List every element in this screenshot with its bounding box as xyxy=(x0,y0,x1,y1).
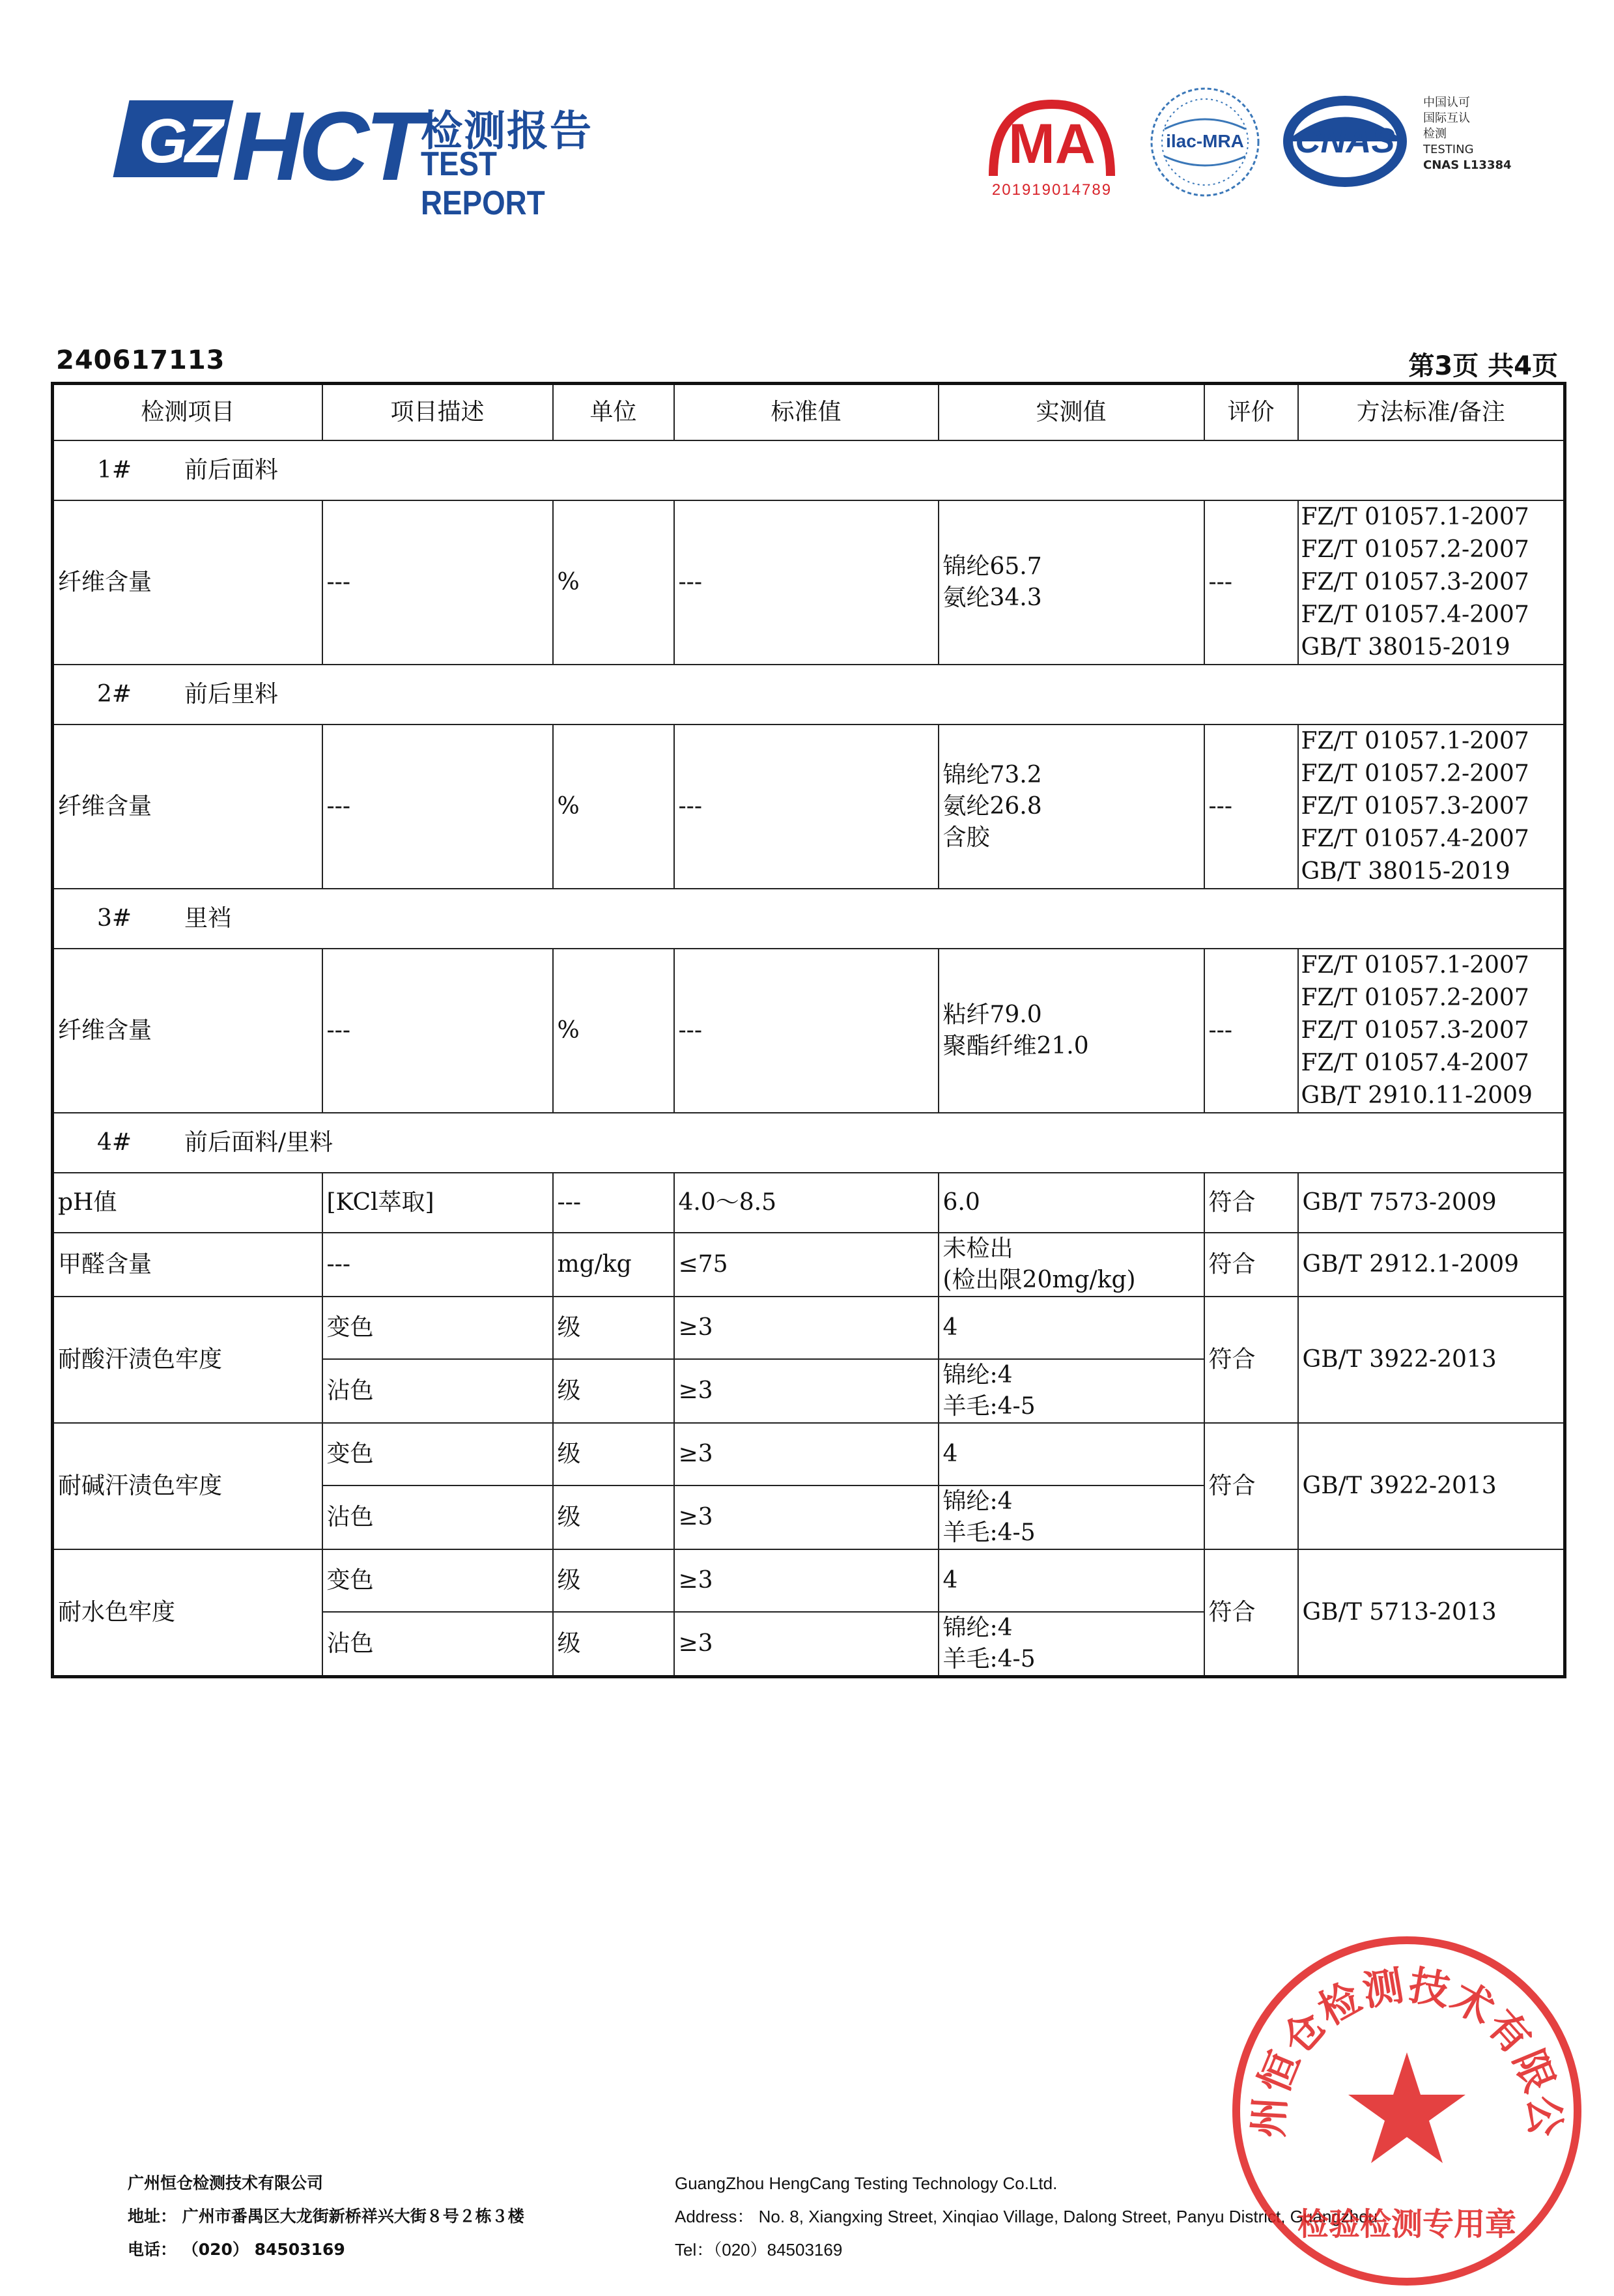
method-cell xyxy=(1298,949,1565,1113)
section-number: 1# xyxy=(97,457,132,483)
eval-cell: 符合 xyxy=(1204,1173,1298,1233)
desc-cell: --- xyxy=(322,949,553,1113)
measured-cell: 4 xyxy=(939,1549,1204,1612)
cnas-caption xyxy=(1423,95,1512,173)
table-row xyxy=(53,1173,1565,1233)
table-row xyxy=(53,949,1565,1113)
item-cell: 纤维含量 xyxy=(53,500,322,665)
table-row xyxy=(53,1423,1565,1485)
column-header: 方法标准/备注 xyxy=(1298,384,1565,441)
item-cell: 耐碱汗渍色牢度 xyxy=(53,1423,322,1549)
results-table xyxy=(51,382,1566,1678)
method-cell: GB/T 3922-2013 xyxy=(1298,1297,1565,1423)
measured-cell: 4 xyxy=(939,1423,1204,1485)
unit-cell: % xyxy=(553,725,674,889)
desc-cell: 变色 xyxy=(322,1423,553,1485)
unit-cell: mg/kg xyxy=(553,1233,674,1297)
method-line: GB/T 38015-2019 xyxy=(1301,858,1510,885)
std-cell: --- xyxy=(674,500,939,665)
seal-top-text: 州恒仓检测技术有限公 xyxy=(1244,1961,1570,2139)
std-cell: ≥3 xyxy=(674,1612,939,1677)
item-cell: pH值 xyxy=(53,1173,322,1233)
section-row xyxy=(53,1113,1565,1173)
cnas-line: CNAS L13384 xyxy=(1423,158,1512,172)
footer-company-en: GuangZhou HengCang Testing Technology Co.Ltd. xyxy=(675,2174,1058,2193)
method-line: FZ/T 01057.2-2007 xyxy=(1301,984,1529,1011)
section-name: 前后面料 xyxy=(184,457,279,483)
method-cell: GB/T 3922-2013 xyxy=(1298,1423,1565,1549)
std-cell: --- xyxy=(674,725,939,889)
method-line: GB/T 38015-2019 xyxy=(1301,634,1510,661)
table-header-row xyxy=(53,384,1565,441)
item-cell: 纤维含量 xyxy=(53,949,322,1113)
item-cell: 甲醛含量 xyxy=(53,1233,322,1297)
cnas-logo xyxy=(1280,93,1410,190)
eval-cell: 符合 xyxy=(1204,1423,1298,1549)
cma-text: MA xyxy=(1008,113,1096,175)
method-line: FZ/T 01057.2-2007 xyxy=(1301,760,1529,787)
measured-cell xyxy=(939,1485,1204,1549)
method-cell: GB/T 5713-2013 xyxy=(1298,1549,1565,1677)
measured-cell xyxy=(939,1359,1204,1423)
gz-mark-text: GZ xyxy=(139,106,221,176)
desc-cell: --- xyxy=(322,1233,553,1297)
eval-cell: 符合 xyxy=(1204,1297,1298,1423)
std-cell: ≥3 xyxy=(674,1485,939,1549)
measured-line: 锦纶65.7 xyxy=(942,553,1042,580)
item-cell: 耐水色牢度 xyxy=(53,1549,322,1677)
column-header: 评价 xyxy=(1204,384,1298,441)
eval-cell: --- xyxy=(1204,500,1298,665)
method-line: FZ/T 01057.3-2007 xyxy=(1301,793,1529,820)
method-cell xyxy=(1298,500,1565,665)
measured-line: 未检出 xyxy=(942,1235,1013,1262)
table-row xyxy=(53,500,1565,665)
section-number: 3# xyxy=(97,905,132,932)
measured-line: 锦纶:4 xyxy=(942,1488,1013,1515)
section-number: 2# xyxy=(97,681,132,708)
method-line: FZ/T 01057.1-2007 xyxy=(1301,952,1529,979)
unit-cell: 级 xyxy=(553,1485,674,1549)
unit-cell: 级 xyxy=(553,1549,674,1612)
method-cell: GB/T 2912.1-2009 xyxy=(1298,1233,1565,1297)
footer-cn xyxy=(128,2172,524,2272)
item-cell: 耐酸汗渍色牢度 xyxy=(53,1297,322,1423)
section-number: 4# xyxy=(97,1129,132,1156)
unit-cell: 级 xyxy=(553,1612,674,1677)
cnas-line: 检测 xyxy=(1423,127,1447,141)
measured-line: 羊毛:4-5 xyxy=(942,1646,1036,1672)
std-cell: ≤75 xyxy=(674,1233,939,1297)
method-cell: GB/T 7573-2009 xyxy=(1298,1173,1565,1233)
cma-logo xyxy=(980,98,1124,202)
report-number: 240617113 xyxy=(56,345,225,375)
section-cell xyxy=(53,440,1565,500)
eval-cell: --- xyxy=(1204,725,1298,889)
cma-number: 201919014789 xyxy=(991,181,1112,199)
footer-tel-en: Tel：（020）84503169 xyxy=(675,2240,843,2260)
table-row xyxy=(53,1297,1565,1359)
unit-cell: --- xyxy=(553,1173,674,1233)
eval-cell: 符合 xyxy=(1204,1233,1298,1297)
desc-cell: 沾色 xyxy=(322,1359,553,1423)
desc-cell: 沾色 xyxy=(322,1612,553,1677)
method-line: FZ/T 01057.1-2007 xyxy=(1301,728,1529,754)
section-row xyxy=(53,665,1565,725)
measured-cell xyxy=(939,725,1204,889)
unit-cell: % xyxy=(553,949,674,1113)
table-row xyxy=(53,725,1565,889)
hct-wordmark: HCT xyxy=(232,91,421,201)
column-header: 检测项目 xyxy=(53,384,322,441)
column-header: 单位 xyxy=(553,384,674,441)
method-cell xyxy=(1298,725,1565,889)
method-line: FZ/T 01057.4-2007 xyxy=(1301,601,1529,628)
measured-cell xyxy=(939,1233,1204,1297)
measured-cell: 6.0 xyxy=(939,1173,1204,1233)
measured-line: 氨纶26.8 xyxy=(942,793,1042,820)
measured-cell: 4 xyxy=(939,1297,1204,1359)
cnas-line: 国际互认 xyxy=(1423,111,1470,125)
method-line: FZ/T 01057.2-2007 xyxy=(1301,536,1529,563)
section-row xyxy=(53,889,1565,949)
measured-line: 锦纶73.2 xyxy=(942,762,1042,788)
desc-cell: 变色 xyxy=(322,1297,553,1359)
section-name: 前后里料 xyxy=(184,681,279,708)
std-cell: ≥3 xyxy=(674,1297,939,1359)
logo-en-title: TEST REPORT xyxy=(421,145,545,222)
method-line: FZ/T 01057.1-2007 xyxy=(1301,504,1529,530)
method-line: FZ/T 01057.4-2007 xyxy=(1301,1050,1529,1076)
measured-line: 锦纶:4 xyxy=(942,1362,1013,1388)
item-cell: 纤维含量 xyxy=(53,725,322,889)
cnas-line: 中国认可 xyxy=(1423,96,1470,109)
seal-bottom-text: 检验检测专用章 xyxy=(1297,2206,1517,2243)
footer-company-cn: 广州恒仓检测技术有限公司 xyxy=(128,2174,324,2192)
footer-address-en: Address： No. 8, Xiangxing Street, Xinqiao Village, Dalong Street, Panyu District, Guangzhou xyxy=(675,2207,1378,2226)
desc-cell: --- xyxy=(322,500,553,665)
measured-cell xyxy=(939,1612,1204,1677)
measured-line: 粘纤79.0 xyxy=(942,1001,1042,1028)
std-cell: ≥3 xyxy=(674,1549,939,1612)
desc-cell: 沾色 xyxy=(322,1485,553,1549)
unit-cell: 级 xyxy=(553,1423,674,1485)
footer-address-cn: 地址： 广州市番禺区大龙街新桥祥兴大街８号２栋３楼 xyxy=(128,2207,524,2226)
cnas-text: CNAS xyxy=(1295,121,1395,160)
method-line: FZ/T 01057.4-2007 xyxy=(1301,825,1529,852)
unit-cell: % xyxy=(553,500,674,665)
desc-cell: 变色 xyxy=(322,1549,553,1612)
measured-line: 聚酯纤维21.0 xyxy=(942,1033,1089,1059)
logo-cn-title: 检测报告 xyxy=(421,108,593,156)
measured-line: 含胶 xyxy=(942,824,990,851)
measured-line: 羊毛:4-5 xyxy=(942,1393,1036,1420)
measured-line: (检出限20mg/kg) xyxy=(942,1267,1136,1293)
column-header: 项目描述 xyxy=(322,384,553,441)
eval-cell: 符合 xyxy=(1204,1549,1298,1677)
footer-tel-cn: 电话： （020） 84503169 xyxy=(128,2240,345,2259)
measured-line: 氨纶34.3 xyxy=(942,584,1042,611)
page-info: 第3页 共4页 xyxy=(1408,351,1558,381)
section-cell xyxy=(53,665,1565,725)
measured-line: 羊毛:4-5 xyxy=(942,1519,1036,1546)
measured-cell xyxy=(939,500,1204,665)
eval-cell: --- xyxy=(1204,949,1298,1113)
measured-line: 锦纶:4 xyxy=(942,1614,1013,1641)
table-row xyxy=(53,1549,1565,1612)
method-line: FZ/T 01057.3-2007 xyxy=(1301,1017,1529,1044)
measured-cell xyxy=(939,949,1204,1113)
cma-emblem xyxy=(980,98,1124,182)
cnas-line: TESTING xyxy=(1423,143,1474,156)
std-cell: 4.0～8.5 xyxy=(674,1173,939,1233)
column-header: 标准值 xyxy=(674,384,939,441)
table-row xyxy=(53,1233,1565,1297)
section-cell xyxy=(53,1113,1565,1173)
method-line: FZ/T 01057.3-2007 xyxy=(1301,569,1529,596)
std-cell: ≥3 xyxy=(674,1359,939,1423)
section-name: 里裆 xyxy=(184,905,232,932)
section-cell xyxy=(53,889,1565,949)
std-cell: --- xyxy=(674,949,939,1113)
company-seal xyxy=(1225,1929,1589,2293)
unit-cell: 级 xyxy=(553,1297,674,1359)
unit-cell: 级 xyxy=(553,1359,674,1423)
method-line: GB/T 2910.11-2009 xyxy=(1301,1082,1533,1109)
section-name: 前后面料/里料 xyxy=(184,1129,333,1156)
ilac-text: ilac-MRA xyxy=(1166,131,1244,151)
seal-star xyxy=(1348,2052,1465,2163)
section-row xyxy=(53,440,1565,500)
column-header: 实测值 xyxy=(939,384,1204,441)
desc-cell: [KCl萃取] xyxy=(322,1173,553,1233)
hct-logo xyxy=(121,91,655,222)
gz-mark xyxy=(113,100,233,177)
desc-cell: --- xyxy=(322,725,553,889)
std-cell: ≥3 xyxy=(674,1423,939,1485)
ilac-mra-logo xyxy=(1146,83,1264,201)
